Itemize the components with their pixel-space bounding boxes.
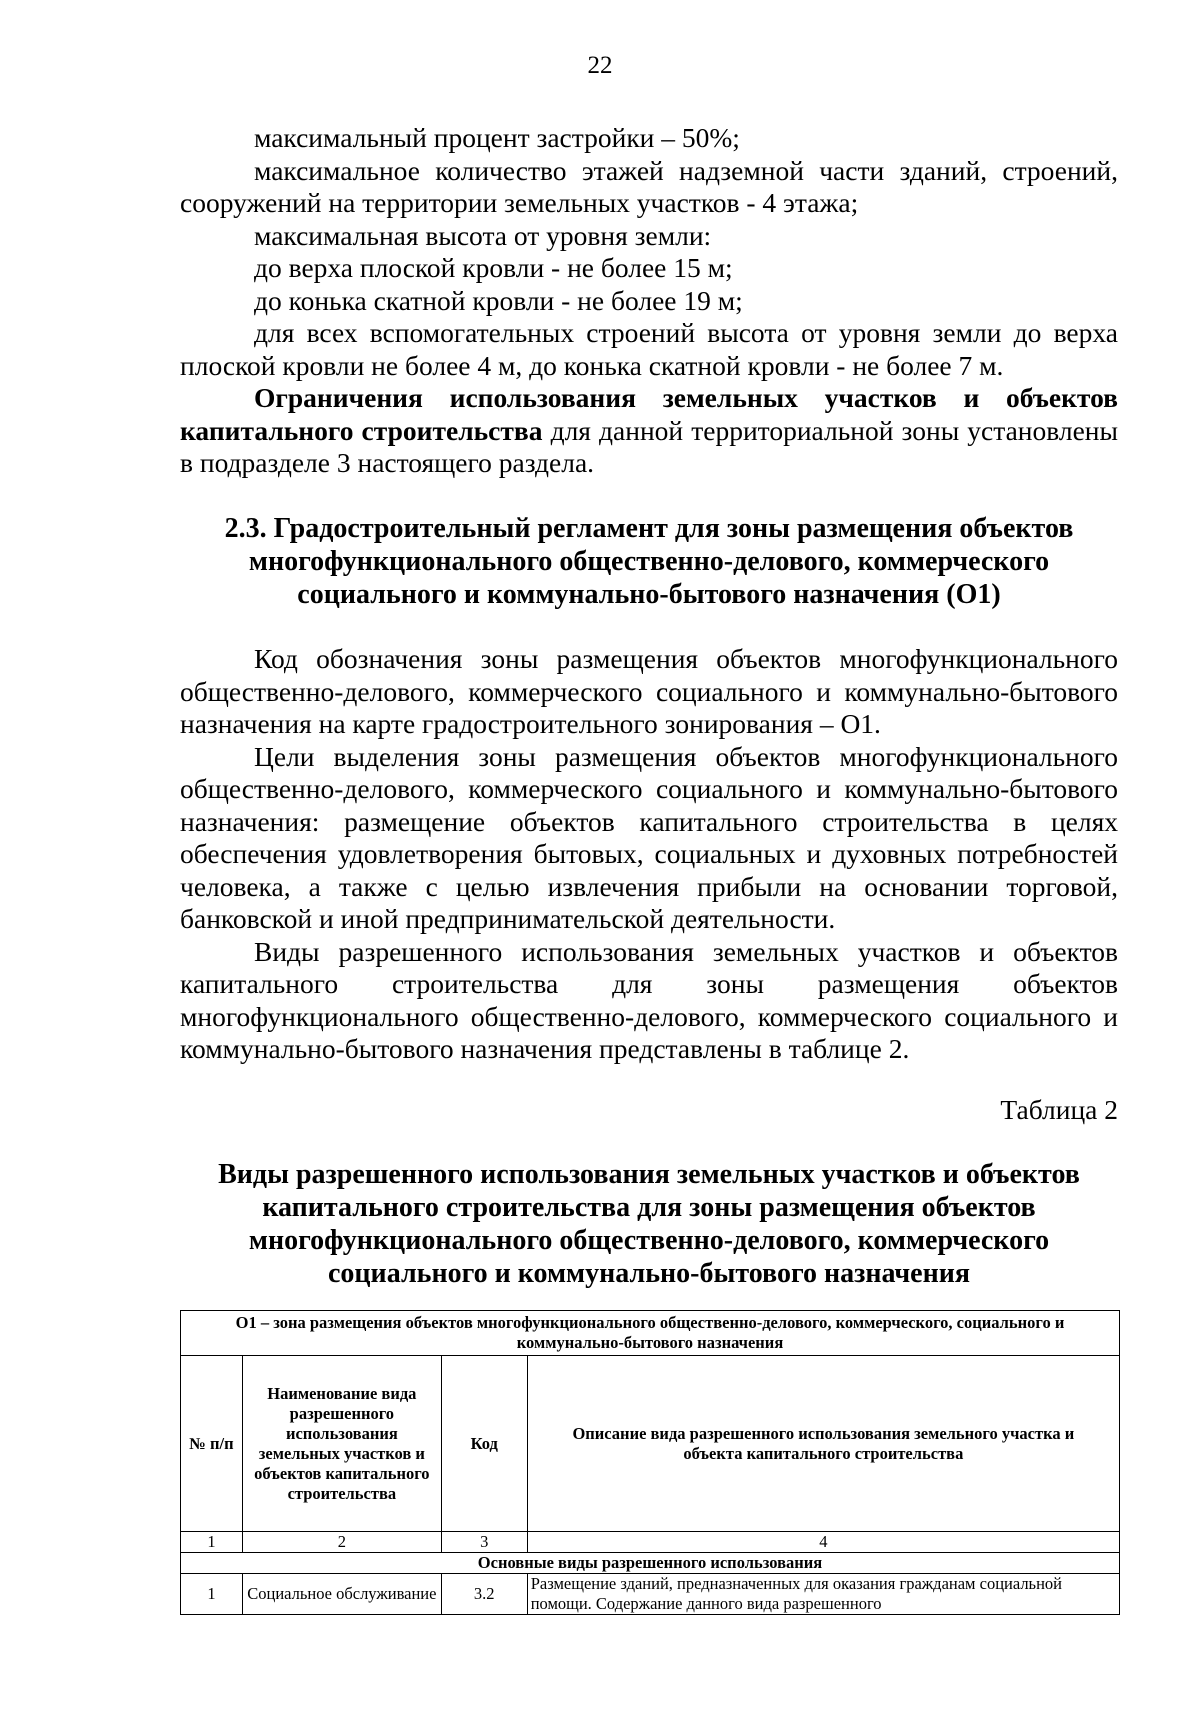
section-heading-line: социального и коммунально-бытового назначения (О1) <box>297 579 1001 610</box>
zone-goals-paragraph: Цели выделения зоны размещения объектов многофункционального общественно-делового, коммерческого социального и коммунально-бытового назначения: размещение объектов капитального строительства в целях обеспечения удовлетворения бытовых, социальных и духовных потребностей человека, а также с целью извлечения прибыли на основании торговой, банковской и иной предпринимательской деятельности. <box>180 740 1118 934</box>
permitted-uses-paragraph: Виды разрешенного использования земельных участков и объектов капитального строительства для зоны размещения объектов многофункционального общественно-делового, коммерческого социального и коммунально-бытового назначения представлены в таблице 2. <box>180 935 1118 1064</box>
section-heading-line: многофункционального общественно-делового, коммерческого <box>248 546 1050 577</box>
page-number: 22 <box>587 52 613 79</box>
row-name: Социальное обслуживание <box>242 1574 441 1615</box>
header-code: Код <box>441 1356 527 1532</box>
intro-paragraph: до верха плоской кровли - не более 15 м; <box>254 252 733 283</box>
table-caption-row <box>181 1311 1120 1356</box>
table-title-line: Виды разрешенного использования земельных участков и объектов <box>218 1159 1080 1190</box>
header-description: Описание вида разрешенного использования земельного участка и объекта капитального строительства <box>527 1356 1119 1532</box>
restrictions-paragraph <box>180 382 1118 480</box>
table-title-line: социального и коммунально-бытового назначения <box>328 1258 970 1289</box>
restrictions-bold-text: Ограничения использования земельных участков и объектов капитального строительства <box>180 382 1118 446</box>
section-row <box>181 1553 1120 1574</box>
header-num: № п/п <box>181 1356 243 1532</box>
section-heading <box>180 512 1118 611</box>
table-title-line: капитального строительства для зоны размещения объектов <box>262 1192 1036 1223</box>
row-code: 3.2 <box>441 1574 527 1615</box>
table-caption: О1 – зона размещения объектов многофункционального общественно-делового, коммерческого, социального и коммунально-бытового назначения <box>181 1311 1120 1356</box>
row-description: Размещение зданий, предназначенных для оказания гражданам социальной помощи. Содержание данного вида разрешенного <box>527 1574 1119 1615</box>
restrictions-text: для данной территориальной зоны установлены в подразделе 3 настоящего раздела. <box>180 414 1118 478</box>
column-number: 2 <box>242 1532 441 1553</box>
table-label: Таблица 2 <box>1000 1094 1118 1125</box>
table-row <box>181 1574 1120 1615</box>
column-number: 1 <box>181 1532 243 1553</box>
intro-paragraph: максимальная высота от уровня земли: <box>254 219 712 251</box>
section-heading-line: 2.3. Градостроительный регламент для зоны размещения объектов <box>224 513 1074 544</box>
section-text <box>180 643 1118 1066</box>
section-row-label: Основные виды разрешенного использования <box>181 1553 1120 1574</box>
column-number: 3 <box>441 1532 527 1553</box>
permitted-uses-table <box>180 1310 1120 1615</box>
zone-code-paragraph: Код обозначения зоны размещения объектов многофункционального общественно-делового, коммерческого социального и коммунально-бытового назначения на карте градостроительного зонирования – О1. <box>180 643 1118 739</box>
intro-paragraph: максимальный процент застройки – 50%; <box>254 122 740 153</box>
table-title <box>180 1158 1118 1290</box>
table-header-row <box>181 1356 1120 1532</box>
intro-paragraph: максимальное количество этажей надземной части зданий, строений, сооружений на территории земельных участков - 4 этажа; <box>180 154 1118 218</box>
row-num: 1 <box>181 1574 243 1615</box>
intro-paragraph: для всех вспомогательных строений высота от уровня земли до верха плоской кровли не более 4 м, до конька скатной кровли - не более 7 м. <box>180 317 1118 381</box>
intro-paragraph: до конька скатной кровли - не более 19 м; <box>254 284 743 316</box>
intro-text <box>180 122 1118 480</box>
column-number-row <box>181 1532 1120 1553</box>
column-number: 4 <box>527 1532 1119 1553</box>
table-title-line: многофункционального общественно-делового, коммерческого <box>248 1225 1050 1256</box>
header-name: Наименование вида разрешенного использования земельных участков и объектов капитального строительства <box>242 1356 441 1532</box>
